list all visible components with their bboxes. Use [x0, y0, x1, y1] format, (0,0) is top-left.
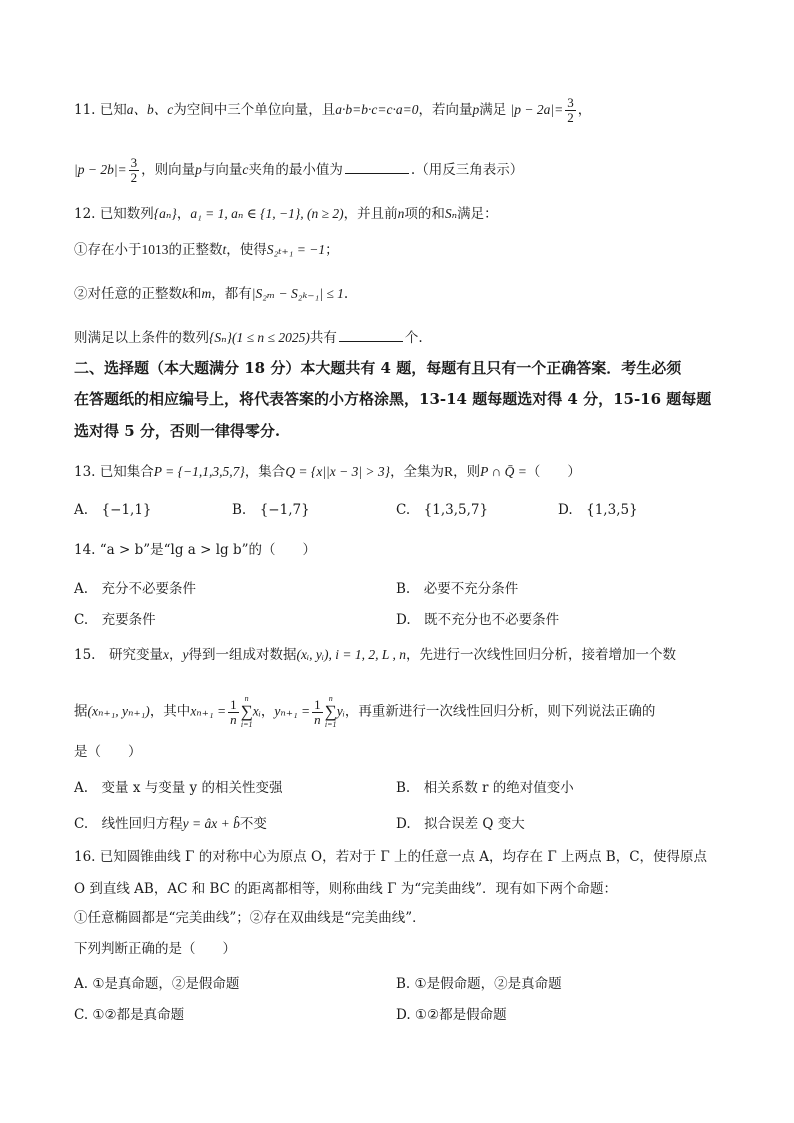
q16-option-b[interactable]: B. ①是假命题，②是真命题: [396, 976, 562, 992]
q11-line1: 11. 已知a、b、c为空间中三个单位向量，且a·b=b·c=c·a=0，若向量p满足 |p − 2a|= $\frac{3}{2}$ ，: [74, 95, 592, 125]
q11-orthogonal-condition: a·b=b·c=c·a=0: [335, 102, 419, 117]
q13-option-c[interactable]: C. {1,3,5,7}: [396, 502, 489, 518]
q11-magnitude-condition-a: |p − 2a|=: [510, 102, 564, 117]
q12-condition-1: ①存在小于1013的正整数t，使得S₂ₜ₊₁ = −1；: [74, 242, 339, 258]
q14-stem: 14. “a > b”是“lg a > lg b”的（ ）: [74, 542, 317, 558]
q16-line2: O 到直线 AB，AC 和 BC 的距离都相等，则称曲线 Γ 为“完美曲线”．现有如下两个命题：: [74, 881, 618, 897]
q11-line2: |p − 2b|= $\frac{3}{2}$ ，则向量p与向量c夹角的最小值为 .（用反三角表示）: [74, 155, 524, 185]
q15-option-c[interactable]: C. 线性回归方程y = âx + b̂不变: [74, 816, 267, 832]
q15-line3: 是（ ）: [74, 744, 142, 760]
section2-instructions-line1: 二、选择题（本大题满分 18 分）本大题共有 4 题，每题有且只有一个正确答案．考生必须: [74, 359, 682, 377]
q11-magnitude-condition-b: |p − 2b|=: [74, 162, 127, 177]
q15-line2: 据(xₙ₊₁, yₙ₊₁)，其中xₙ₊₁ = $\frac{1}{n}$ n ∑ i=1 xᵢ，yₙ₊₁ = $\frac{1}{n}$ n ∑ i=1 yᵢ，再重新进行一次线性回归分析，则下列说法正确的: [74, 694, 656, 729]
q16-option-c[interactable]: C. ①②都是真命题: [74, 1007, 185, 1023]
q13-stem: 13. 已知集合P = {−1,1,3,5,7}，集合Q = {x||x − 3| > 3}，全集为R，则P ∩ Q̄ =（ ）: [74, 464, 581, 480]
q14-option-b[interactable]: B. 必要不充分条件: [396, 581, 519, 597]
q16-option-a[interactable]: A. ①是真命题，②是假命题: [74, 976, 240, 992]
q12-answer-blank[interactable]: [339, 327, 403, 342]
q16-line1: 16. 已知圆锥曲线 Γ 的对称中心为原点 O，若对于 Γ 上的任意一点 A，均存在 Γ 上两点 B，C，使得原点: [74, 849, 708, 865]
q11-number: 11.: [74, 102, 96, 118]
summation-symbol: n ∑ i=1: [324, 694, 337, 729]
q12-condition-2: ②对任意的正整数k和m，都有|S₂ₘ − S₂ₖ₋₁| ≤ 1.: [74, 286, 349, 302]
q14-option-d[interactable]: D. 既不充分也不必要条件: [396, 612, 560, 628]
q13-option-b[interactable]: B. {−1,7}: [232, 502, 310, 518]
q13-option-d[interactable]: D. {1,3,5}: [558, 502, 638, 518]
section2-instructions-line3: 选对得 5 分，否则一律得零分.: [74, 422, 281, 440]
q13-option-a[interactable]: A. {−1,1}: [74, 502, 152, 518]
q12-sequence-condition: a₁ = 1, aₙ ∈ {1, −1}, (n ≥ 2): [190, 206, 344, 221]
q15-line1: 15. 研究变量x，y得到一组成对数据(xᵢ, yᵢ), i = 1, 2, L , n，先进行一次线性回归分析，接着增加一个数: [74, 647, 676, 663]
q16-line3: ①任意椭圆都是“完美曲线”；②存在双曲线是“完美曲线”．: [74, 910, 426, 926]
q12-line1: 12. 已知数列{aₙ}，a₁ = 1, aₙ ∈ {1, −1}, (n ≥ 2)，并且前n项的和Sₙ满足：: [74, 206, 498, 222]
q14-option-c[interactable]: C. 充要条件: [74, 612, 156, 628]
section2-instructions-line2: 在答题纸的相应编号上，将代表答案的小方格涂黑，13-14 题每题选对得 4 分，15-16 题每题: [74, 390, 712, 408]
q16-line4: 下列判断正确的是（ ）: [74, 941, 236, 957]
q15-option-b[interactable]: B. 相关系数 r 的绝对值变小: [396, 780, 574, 796]
summation-symbol: n ∑ i=1: [240, 694, 253, 729]
q15-option-d[interactable]: D. 拟合误差 Q 变大: [396, 816, 525, 832]
q16-option-d[interactable]: D. ①②都是假命题: [396, 1007, 507, 1023]
q11-vectors: a、b、c: [126, 102, 174, 117]
q11-answer-blank[interactable]: [345, 159, 409, 174]
q12-question: 则满足以上条件的数列{Sₙ}(1 ≤ n ≤ 2025)共有 个.: [74, 327, 734, 348]
q15-option-a[interactable]: A. 变量 x 与变量 y 的相关性变强: [74, 780, 283, 796]
q14-option-a[interactable]: A. 充分不必要条件: [74, 581, 197, 597]
